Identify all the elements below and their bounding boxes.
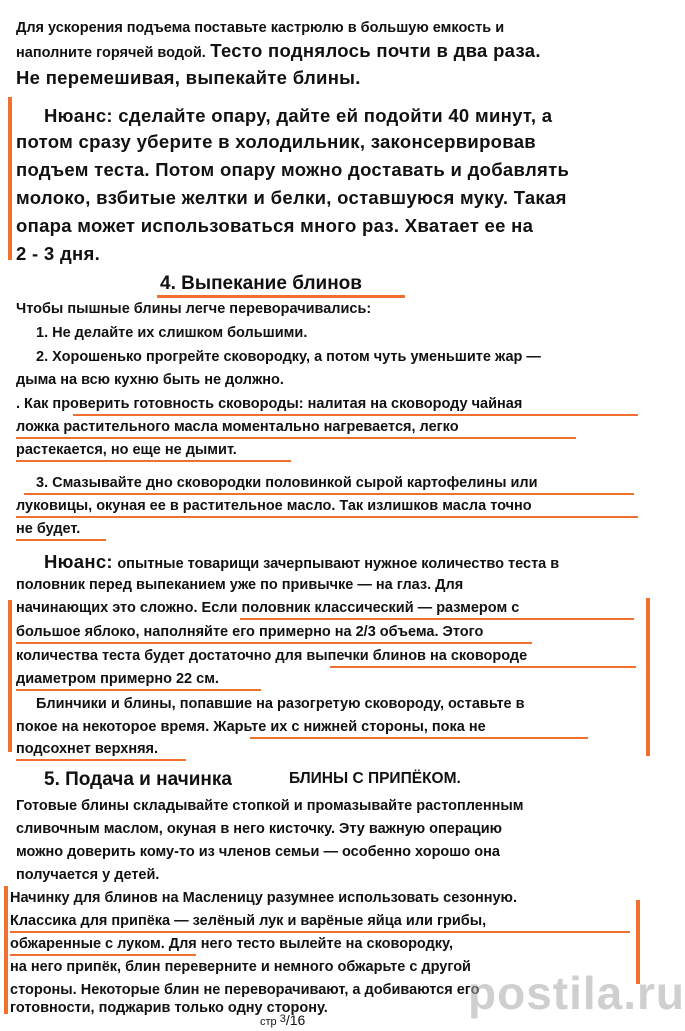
- text-line: подсохнет верхняя.: [16, 741, 159, 757]
- text-underline: [10, 931, 630, 933]
- list-item: 3. Смазывайте дно сковородки половинкой сырой картофелины или: [36, 475, 538, 491]
- margin-bar: [8, 600, 12, 752]
- text-fragment: наполните горячей водой.: [16, 45, 206, 61]
- margin-bar: [8, 97, 12, 260]
- text-line: подъем теста. Потом опару можно доставать и добавлять: [16, 159, 570, 180]
- text-line: дыма на всю кухню быть не должно.: [16, 372, 284, 388]
- text-underline: [16, 437, 576, 439]
- text-line: опара может использоваться много раз. Хватает ее на: [16, 215, 534, 236]
- page-number: 3: [279, 1013, 286, 1025]
- text-underline: [240, 618, 634, 620]
- text-line: Начинку для блинов на Масленицу разумнее использовать сезонную.: [10, 890, 517, 906]
- text-underline: [16, 516, 638, 518]
- text-line: Классика для припёка — зелёный лук и варёные яйца или грибы,: [10, 913, 487, 929]
- text-line: луковицы, окуная ее в растительное масло. Так излишков масла точно: [16, 498, 532, 514]
- text-line: растекается, но еще не дымит.: [16, 442, 237, 458]
- text-underline: [16, 460, 291, 462]
- page-footer: [260, 1012, 305, 1028]
- text-line: Не перемешивая, выпекайте блины.: [16, 67, 361, 88]
- text-underline: [16, 642, 532, 644]
- text-line: сливочным маслом, окуная в него кисточку. Эту важную операцию: [16, 821, 502, 837]
- text-line: можно доверить кому-то из членов семьи — особенно хорошо она: [16, 844, 500, 860]
- text-underline: [16, 689, 261, 691]
- text-line: Нюанс: сделайте опару, дайте ей подойти 40 минут, а: [44, 105, 553, 126]
- text-line: Блинчики и блины, попавшие на разогретую сковороду, оставьте в: [36, 696, 525, 712]
- text-fragment: Тесто поднялось почти в два раза.: [210, 40, 541, 61]
- nuance-label: Нюанс:: [44, 551, 113, 572]
- text-line: стороны. Некоторые блин не переворачивают, а добиваются его: [10, 982, 480, 998]
- list-item: 1. Не делайте их слишком большими.: [36, 325, 308, 341]
- text-line: начинающих это сложно. Если половник классический — размером с: [16, 600, 520, 616]
- text-underline: [10, 954, 196, 956]
- text-line: половник перед выпеканием уже по привычке — на глаз. Для: [16, 577, 464, 593]
- text-underline: [250, 737, 588, 739]
- text-line: диаметром примерно 22 см.: [16, 671, 219, 687]
- text-line: не будет.: [16, 521, 81, 537]
- text-line: получается у детей.: [16, 867, 160, 883]
- margin-bar: [4, 886, 8, 1014]
- section-subheading: БЛИНЫ С ПРИПЁКОМ.: [289, 770, 461, 787]
- text-line: большое яблоко, наполняйте его примерно на 2/3 объема. Этого: [16, 624, 484, 640]
- text-fragment: опытные товарищи зачерпывают нужное количество теста в: [117, 556, 560, 572]
- text-line: потом сразу уберите в холодильник, законсервировав: [16, 131, 536, 152]
- text-line: количества теста будет достаточно для выпечки блинов на сковороде: [16, 648, 528, 664]
- list-item: 2. Хорошенько прогрейте сковородку, а потом чуть уменьшите жар —: [36, 349, 541, 365]
- watermark: postila.ru: [468, 967, 685, 1019]
- page-total: /16: [285, 1012, 306, 1028]
- text-line: [16, 40, 541, 62]
- text-line: . Как проверить готовность сковороды: налитая на сковороду чайная: [16, 396, 523, 412]
- text-underline: [16, 759, 186, 761]
- text-line: покое на некоторое время. Жарьте их с нижней стороны, пока не: [16, 719, 486, 735]
- text-underline: [16, 539, 106, 541]
- text-line: ложка растительного масла моментально нагревается, легко: [16, 419, 459, 435]
- text-line: на него припёк, блин переверните и немного обжарьте с другой: [10, 959, 471, 975]
- text-underline: [73, 414, 638, 416]
- page-label: стр: [260, 1016, 277, 1028]
- heading-underline: [157, 295, 405, 298]
- text-line: молоко, взбитые желтки и белки, оставшуюся муку. Такая: [16, 187, 567, 208]
- text-line: Чтобы пышные блины легче переворачивались:: [16, 301, 372, 317]
- margin-bar: [646, 598, 650, 756]
- text-line: [44, 551, 559, 573]
- text-underline: [330, 666, 636, 668]
- section-heading: 5. Подача и начинка: [44, 769, 232, 790]
- text-line: готовности, поджарив только одну сторону.: [10, 1000, 328, 1016]
- text-line: обжаренные с луком. Для него тесто вылейте на сковородку,: [10, 936, 454, 952]
- text-underline: [24, 493, 634, 495]
- section-heading: 4. Выпекание блинов: [160, 273, 362, 294]
- text-line: Для ускорения подъема поставьте кастрюлю в большую емкость и: [16, 20, 505, 36]
- text-line: 2 - 3 дня.: [16, 243, 101, 264]
- text-line: Готовые блины складывайте стопкой и промазывайте растопленным: [16, 798, 524, 814]
